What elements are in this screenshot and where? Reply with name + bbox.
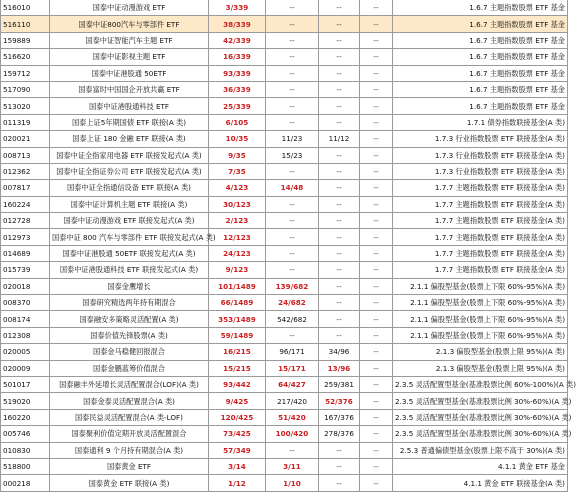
rank-2: -- <box>266 114 319 130</box>
fund-code: 020005 <box>1 344 50 360</box>
fund-code: 020021 <box>1 131 50 147</box>
rank-3: -- <box>319 65 360 81</box>
table-row <box>1 393 568 409</box>
rank-2: 51/420 <box>266 409 319 425</box>
rank-3: -- <box>319 475 360 491</box>
rank-1: 25/339 <box>209 98 266 114</box>
fund-category: 1.6.7 主题指数股票 ETF 基金 <box>393 81 568 97</box>
rank-4: -- <box>360 229 393 245</box>
table-row <box>1 32 568 48</box>
rank-2: -- <box>266 442 319 458</box>
table-row <box>1 229 568 245</box>
rank-3: 278/376 <box>319 426 360 442</box>
rank-3: -- <box>319 32 360 48</box>
rank-1: 3/14 <box>209 458 266 474</box>
fund-code: 159889 <box>1 32 50 48</box>
rank-3: -- <box>319 147 360 163</box>
rank-4: -- <box>360 114 393 130</box>
table-row <box>1 131 568 147</box>
fund-code: 015739 <box>1 262 50 278</box>
rank-4: -- <box>360 65 393 81</box>
rank-4: -- <box>360 475 393 491</box>
rank-4: -- <box>360 458 393 474</box>
table-row <box>1 442 568 458</box>
rank-4: -- <box>360 327 393 343</box>
table-row <box>1 16 568 32</box>
rank-2: -- <box>266 81 319 97</box>
fund-category: 1.7.7 主题指数股票 ETF 联接基金(A 类) <box>393 262 568 278</box>
rank-2: 3/11 <box>266 458 319 474</box>
rank-4: -- <box>360 81 393 97</box>
rank-1: 120/425 <box>209 409 266 425</box>
rank-4: -- <box>360 278 393 294</box>
rank-3: 13/96 <box>319 360 360 376</box>
rank-3: -- <box>319 16 360 32</box>
fund-code: 000218 <box>1 475 50 491</box>
fund-name: 国泰金鹰增长 <box>50 278 209 294</box>
rank-2: -- <box>266 32 319 48</box>
rank-4: -- <box>360 311 393 327</box>
rank-1: 36/339 <box>209 81 266 97</box>
table-row <box>1 376 568 392</box>
rank-4: -- <box>360 0 393 16</box>
fund-code: 501017 <box>1 376 50 392</box>
rank-2: -- <box>266 98 319 114</box>
rank-3: 167/376 <box>319 409 360 425</box>
fund-name: 国泰金马稳健回报混合 <box>50 344 209 360</box>
rank-3: -- <box>319 0 360 16</box>
fund-category: 1.6.7 主题指数股票 ETF 基金 <box>393 49 568 65</box>
fund-category: 1.7.3 行业指数股票 ETF 联接基金(A 类) <box>393 131 568 147</box>
table-row <box>1 114 568 130</box>
rank-2: 96/171 <box>266 344 319 360</box>
fund-code: 516620 <box>1 49 50 65</box>
fund-category: 1.7.1 债券指数联接基金(A 类) <box>393 114 568 130</box>
fund-category: 1.6.7 主题指数股票 ETF 基金 <box>393 98 568 114</box>
fund-category: 1.6.7 主题指数股票 ETF 基金 <box>393 16 568 32</box>
fund-name: 国泰中证计算机主题 ETF 联接(A 类) <box>50 196 209 212</box>
fund-name: 国泰中证港股通 50ETF <box>50 65 209 81</box>
table-row <box>1 262 568 278</box>
rank-2: 11/23 <box>266 131 319 147</box>
rank-2: -- <box>266 213 319 229</box>
fund-category: 1.7.3 行业指数股票 ETF 联接基金(A 类) <box>393 147 568 163</box>
fund-name: 国泰中证港股通科技 ETF <box>50 98 209 114</box>
table-row <box>1 65 568 81</box>
rank-2: 15/23 <box>266 147 319 163</box>
rank-1: 1/12 <box>209 475 266 491</box>
fund-ranking-body <box>1 0 576 491</box>
fund-name: 国泰中证全指家用电器 ETF 联接发起式(A 类) <box>50 147 209 163</box>
fund-code: 008713 <box>1 147 50 163</box>
fund-code: 513020 <box>1 98 50 114</box>
table-row <box>1 360 568 376</box>
fund-code: 516010 <box>1 0 50 16</box>
rank-1: 24/123 <box>209 245 266 261</box>
rank-2: -- <box>266 163 319 179</box>
rank-3: -- <box>319 81 360 97</box>
fund-code: 517090 <box>1 81 50 97</box>
table-row <box>1 409 568 425</box>
fund-code: 005746 <box>1 426 50 442</box>
fund-name: 国泰上证5年期国债 ETF 联接(A 类) <box>50 114 209 130</box>
rank-4: -- <box>360 344 393 360</box>
fund-category: 2.3.5 灵活配置型基金(基准股票比例 30%-60%)(A 类) <box>393 426 568 442</box>
fund-category: 2.1.1 偏股型基金(股票上下限 60%-95%)(A 类) <box>393 295 568 311</box>
fund-category: 2.1.1 偏股型基金(股票上下限 60%-95%)(A 类) <box>393 327 568 343</box>
fund-name: 国泰民益灵活配置混合(A 类-LOF) <box>50 409 209 425</box>
fund-name: 国泰中证港股通科技 ETF 联接发起式(A 类) <box>50 262 209 278</box>
rank-2: 100/420 <box>266 426 319 442</box>
table-row <box>1 163 568 179</box>
table-row <box>1 49 568 65</box>
rank-4: -- <box>360 180 393 196</box>
fund-code: 020009 <box>1 360 50 376</box>
rank-1: 2/123 <box>209 213 266 229</box>
table-row <box>1 327 568 343</box>
rank-1: 6/105 <box>209 114 266 130</box>
table-row <box>1 458 568 474</box>
rank-3: -- <box>319 163 360 179</box>
fund-code: 518800 <box>1 458 50 474</box>
rank-1: 353/1489 <box>209 311 266 327</box>
rank-4: -- <box>360 360 393 376</box>
fund-name: 国泰中证影视主题 ETF <box>50 49 209 65</box>
rank-2: -- <box>266 0 319 16</box>
fund-name: 国泰融安多策略灵活配置(A 类) <box>50 311 209 327</box>
table-row <box>1 0 568 16</box>
fund-category: 1.7.7 主题指数股票 ETF 联接基金(A 类) <box>393 180 568 196</box>
fund-code: 012308 <box>1 327 50 343</box>
rank-2: -- <box>266 245 319 261</box>
fund-category: 2.5.3 普通偏债型基金(股票上限不高于 30%)(A 类) <box>393 442 568 458</box>
rank-3: -- <box>319 327 360 343</box>
rank-4: -- <box>360 16 393 32</box>
rank-2: -- <box>266 196 319 212</box>
rank-3: 34/96 <box>319 344 360 360</box>
fund-code: 012362 <box>1 163 50 179</box>
table-row <box>1 245 568 261</box>
fund-code: 010830 <box>1 442 50 458</box>
rank-3: -- <box>319 295 360 311</box>
rank-1: 73/425 <box>209 426 266 442</box>
fund-category: 2.1.1 偏股型基金(股票上下限 60%-95%)(A 类) <box>393 278 568 294</box>
fund-name: 国泰中证动漫游戏 ETF <box>50 0 209 16</box>
rank-3: -- <box>319 262 360 278</box>
rank-1: 9/425 <box>209 393 266 409</box>
rank-1: 7/35 <box>209 163 266 179</box>
rank-3: -- <box>319 196 360 212</box>
rank-4: -- <box>360 376 393 392</box>
fund-name: 国泰中证港股通 50ETF 联接发起式(A 类) <box>50 245 209 261</box>
fund-name: 国泰中证800汽车与零部件 ETF <box>50 16 209 32</box>
rank-2: -- <box>266 327 319 343</box>
fund-category: 1.6.7 主题指数股票 ETF 基金 <box>393 32 568 48</box>
table-row <box>1 81 568 97</box>
rank-1: 93/442 <box>209 376 266 392</box>
rank-3: -- <box>319 213 360 229</box>
fund-category: 1.7.7 主题指数股票 ETF 联接基金(A 类) <box>393 229 568 245</box>
rank-3: -- <box>319 229 360 245</box>
table-row <box>1 147 568 163</box>
rank-2: -- <box>266 262 319 278</box>
table-row <box>1 278 568 294</box>
rank-2: 14/48 <box>266 180 319 196</box>
fund-name: 国泰通利 9 个月持有期混合(A 类) <box>50 442 209 458</box>
fund-code: 012728 <box>1 213 50 229</box>
fund-name: 国泰金鹏蓝筹价值混合 <box>50 360 209 376</box>
rank-4: -- <box>360 147 393 163</box>
rank-2: -- <box>266 49 319 65</box>
rank-2: -- <box>266 229 319 245</box>
table-row <box>1 344 568 360</box>
rank-2: -- <box>266 65 319 81</box>
rank-3: -- <box>319 49 360 65</box>
fund-category: 2.3.5 灵活配置型基金(基准股票比例 30%-60%)(A 类) <box>393 393 568 409</box>
fund-code: 008174 <box>1 311 50 327</box>
fund-name: 国泰黄金 ETF <box>50 458 209 474</box>
fund-name: 国泰价值先锋股票(A 类) <box>50 327 209 343</box>
fund-name: 国泰中证 800 汽车与零部件 ETF 联接发起式(A 类) <box>50 229 209 245</box>
fund-code: 014689 <box>1 245 50 261</box>
fund-code: 007817 <box>1 180 50 196</box>
fund-category: 1.6.7 主题指数股票 ETF 基金 <box>393 65 568 81</box>
rank-1: 9/35 <box>209 147 266 163</box>
fund-name: 国泰聚利价值定期开放灵活配置混合 <box>50 426 209 442</box>
rank-4: -- <box>360 262 393 278</box>
rank-4: -- <box>360 163 393 179</box>
rank-4: -- <box>360 131 393 147</box>
fund-name: 国泰中证全指证券公司 ETF 联接发起式(A 类) <box>50 163 209 179</box>
rank-1: 57/349 <box>209 442 266 458</box>
fund-code: 159712 <box>1 65 50 81</box>
rank-3: -- <box>319 98 360 114</box>
rank-4: -- <box>360 213 393 229</box>
fund-code: 008370 <box>1 295 50 311</box>
rank-2: -- <box>266 16 319 32</box>
rank-2: 24/682 <box>266 295 319 311</box>
fund-category: 2.1.3 偏股型基金(股票上限 95%)(A 类) <box>393 344 568 360</box>
rank-3: -- <box>319 442 360 458</box>
fund-category: 1.7.3 行业指数股票 ETF 联接基金(A 类) <box>393 163 568 179</box>
rank-4: -- <box>360 32 393 48</box>
table-row <box>1 426 568 442</box>
table-row <box>1 295 568 311</box>
rank-4: -- <box>360 426 393 442</box>
table-row <box>1 213 568 229</box>
rank-1: 15/215 <box>209 360 266 376</box>
fund-code: 160220 <box>1 409 50 425</box>
fund-category: 2.3.5 灵活配置型基金(基准股票比例 30%-60%)(A 类) <box>393 409 568 425</box>
rank-4: -- <box>360 98 393 114</box>
table-row <box>1 98 568 114</box>
rank-3: -- <box>319 180 360 196</box>
table-row <box>1 196 568 212</box>
fund-category: 2.1.3 偏股型基金(股票上限 95%)(A 类) <box>393 360 568 376</box>
rank-4: -- <box>360 393 393 409</box>
rank-4: -- <box>360 442 393 458</box>
rank-1: 38/339 <box>209 16 266 32</box>
rank-1: 101/1489 <box>209 278 266 294</box>
rank-2: 139/682 <box>266 278 319 294</box>
rank-4: -- <box>360 49 393 65</box>
rank-1: 9/123 <box>209 262 266 278</box>
fund-name: 国泰中证智能汽车主题 ETF <box>50 32 209 48</box>
rank-3: 11/12 <box>319 131 360 147</box>
fund-category: 2.1.1 偏股型基金(股票上下限 60%-95%)(A 类) <box>393 311 568 327</box>
rank-1: 10/35 <box>209 131 266 147</box>
fund-category: 2.3.5 灵活配置型基金(基准股票比例 60%-100%)(A 类) <box>393 376 568 392</box>
fund-category: 1.7.7 主题指数股票 ETF 联接基金(A 类) <box>393 213 568 229</box>
fund-name: 国泰上证 180 金融 ETF 联接(A 类) <box>50 131 209 147</box>
rank-1: 42/339 <box>209 32 266 48</box>
rank-3: -- <box>319 458 360 474</box>
rank-1: 12/123 <box>209 229 266 245</box>
rank-1: 66/1489 <box>209 295 266 311</box>
fund-name: 国泰金泰灵活配置混合(A 类) <box>50 393 209 409</box>
fund-code: 160224 <box>1 196 50 212</box>
rank-1: 3/339 <box>209 0 266 16</box>
table-row <box>1 475 568 491</box>
rank-1: 30/123 <box>209 196 266 212</box>
fund-code: 519020 <box>1 393 50 409</box>
rank-3: -- <box>319 278 360 294</box>
rank-4: -- <box>360 245 393 261</box>
rank-1: 59/1489 <box>209 327 266 343</box>
fund-code: 516110 <box>1 16 50 32</box>
rank-1: 16/215 <box>209 344 266 360</box>
fund-category: 4.1.1 黄金 ETF 基金 <box>393 458 568 474</box>
rank-1: 93/339 <box>209 65 266 81</box>
rank-4: -- <box>360 409 393 425</box>
rank-3: -- <box>319 245 360 261</box>
rank-3: -- <box>319 114 360 130</box>
rank-2: 64/427 <box>266 376 319 392</box>
fund-name: 国泰研究精选两年持有期混合 <box>50 295 209 311</box>
rank-3: 259/381 <box>319 376 360 392</box>
rank-2: 542/682 <box>266 311 319 327</box>
fund-code: 020018 <box>1 278 50 294</box>
fund-code: 011319 <box>1 114 50 130</box>
fund-name: 国泰黄金 ETF 联接(A 类) <box>50 475 209 491</box>
rank-4: -- <box>360 295 393 311</box>
rank-3: 52/376 <box>319 393 360 409</box>
fund-category: 4.1.1 黄金 ETF 联接基金(A 类) <box>393 475 568 491</box>
rank-2: 1/10 <box>266 475 319 491</box>
table-row <box>1 180 568 196</box>
fund-code: 012973 <box>1 229 50 245</box>
rank-4: -- <box>360 196 393 212</box>
fund-category: 1.7.7 主题指数股票 ETF 联接基金(A 类) <box>393 245 568 261</box>
fund-name: 国泰富时中国国企开放共赢 ETF <box>50 81 209 97</box>
rank-1: 16/339 <box>209 49 266 65</box>
rank-3: -- <box>319 311 360 327</box>
fund-category: 1.6.7 主题指数股票 ETF 基金 <box>393 0 568 16</box>
fund-category: 1.7.7 主题指数股票 ETF 联接基金(A 类) <box>393 196 568 212</box>
fund-name: 国泰融丰外延增长灵活配置混合(LOF)(A 类) <box>50 376 209 392</box>
rank-1: 4/123 <box>209 180 266 196</box>
table-row <box>1 311 568 327</box>
rank-2: 15/171 <box>266 360 319 376</box>
fund-name: 国泰中证全指通信设备 ETF 联接(A 类) <box>50 180 209 196</box>
fund-name: 国泰中证动漫游戏 ETF 联接发起式(A 类) <box>50 213 209 229</box>
rank-2: 217/420 <box>266 393 319 409</box>
